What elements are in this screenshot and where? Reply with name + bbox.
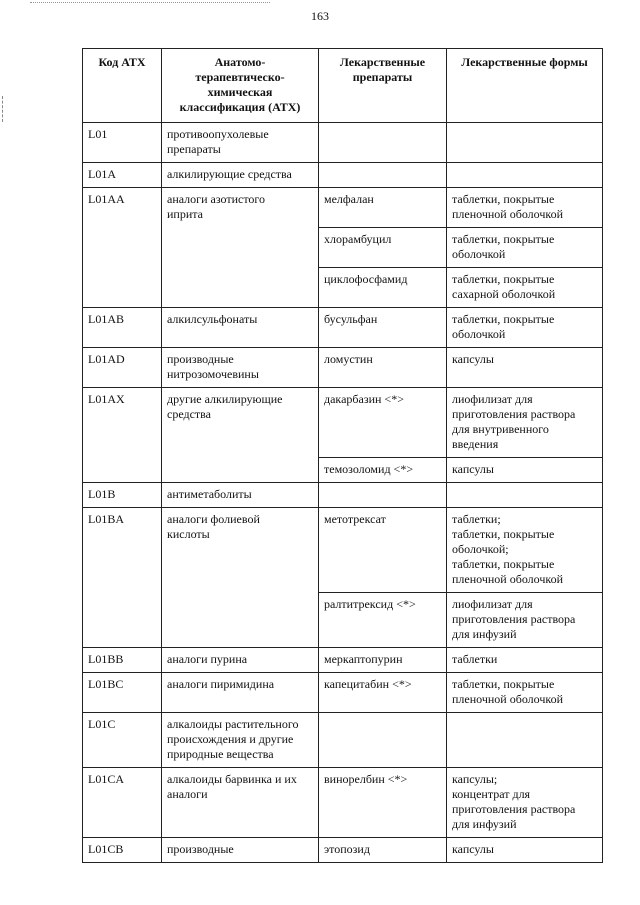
drug-cell [319, 163, 447, 188]
drug-cell: мелфалан [319, 188, 447, 228]
atx-classification-cell: противоопухолевые препараты [162, 123, 319, 163]
table-row [83, 673, 603, 713]
scan-margin-mark [2, 96, 5, 122]
drug-cell: ралтитрексид <*> [319, 593, 447, 648]
atx-table-header [83, 49, 603, 123]
scan-top-rule [30, 2, 270, 3]
header-dosage-forms: Лекарственные формы [447, 49, 603, 123]
table-row [83, 508, 603, 593]
atx-code-cell: L01BB [83, 648, 162, 673]
drug-cell [319, 713, 447, 768]
atx-classification-cell: алкалоиды барвинка и их аналоги [162, 768, 319, 838]
atx-code-cell: L01BC [83, 673, 162, 713]
atx-code-cell: L01AD [83, 348, 162, 388]
atx-code-cell: L01AB [83, 308, 162, 348]
atx-code-cell: L01 [83, 123, 162, 163]
atx-code-cell: L01BA [83, 508, 162, 648]
drug-cell: дакарбазин <*> [319, 388, 447, 458]
atx-code-cell: L01C [83, 713, 162, 768]
dosage-form-cell: таблетки, покрытые сахарной оболочкой [447, 268, 603, 308]
table-row [83, 308, 603, 348]
dosage-form-cell: капсулы [447, 838, 603, 863]
header-drugs: Лекарственные препараты [319, 49, 447, 123]
atx-code-cell: L01A [83, 163, 162, 188]
atx-classification-cell: другие алкилирующие средства [162, 388, 319, 483]
dosage-form-cell: таблетки, покрытые пленочной оболочкой [447, 673, 603, 713]
dosage-form-cell: таблетки, покрытые оболочкой [447, 228, 603, 268]
drug-cell [319, 483, 447, 508]
table-row [83, 188, 603, 228]
dosage-form-cell: таблетки [447, 648, 603, 673]
dosage-form-cell: капсулы [447, 458, 603, 483]
header-atx-code: Код АТХ [83, 49, 162, 123]
header-atx-classification: Анатомо- терапевтическо- химическая классификация (АТХ) [162, 49, 319, 123]
table-row [83, 768, 603, 838]
drug-cell: меркаптопурин [319, 648, 447, 673]
atx-code-cell: L01CA [83, 768, 162, 838]
atx-classification-cell: аналоги фолиевой кислоты [162, 508, 319, 648]
drug-cell: винорелбин <*> [319, 768, 447, 838]
dosage-form-cell [447, 163, 603, 188]
drug-cell: темозоломид <*> [319, 458, 447, 483]
drug-cell [319, 123, 447, 163]
dosage-form-cell: капсулы; концентрат для приготовления раствора для инфузий [447, 768, 603, 838]
drug-cell: капецитабин <*> [319, 673, 447, 713]
atx-code-cell: L01B [83, 483, 162, 508]
atx-table-body [83, 123, 603, 863]
dosage-form-cell: таблетки, покрытые пленочной оболочкой [447, 188, 603, 228]
dosage-form-cell [447, 123, 603, 163]
dosage-form-cell: таблетки; таблетки, покрытые оболочкой; таблетки, покрытые пленочной оболочкой [447, 508, 603, 593]
page-number: 163 [311, 9, 329, 23]
atx-classification-cell: аналоги пиримидина [162, 673, 319, 713]
atx-classification-cell: аналоги пурина [162, 648, 319, 673]
drug-cell: хлорамбуцил [319, 228, 447, 268]
dosage-form-cell: лиофилизат для приготовления раствора для внутривенного введения [447, 388, 603, 458]
atx-code-cell: L01CB [83, 838, 162, 863]
dosage-form-cell [447, 483, 603, 508]
atx-classification-cell: алкалоиды растительного происхождения и другие природные вещества [162, 713, 319, 768]
dosage-form-cell [447, 713, 603, 768]
atx-classification-cell: антиметаболиты [162, 483, 319, 508]
table-row [83, 388, 603, 458]
dosage-form-cell: лиофилизат для приготовления раствора для инфузий [447, 593, 603, 648]
drug-cell: ломустин [319, 348, 447, 388]
atx-classification-cell: аналоги азотистого иприта [162, 188, 319, 308]
atx-classification-cell: производные нитрозомочевины [162, 348, 319, 388]
atx-classification-cell: алкилсульфонаты [162, 308, 319, 348]
drug-cell: этопозид [319, 838, 447, 863]
atx-code-cell: L01AA [83, 188, 162, 308]
drug-cell: метотрексат [319, 508, 447, 593]
atx-classification-cell: алкилирующие средства [162, 163, 319, 188]
table-row [83, 483, 603, 508]
table-row [83, 648, 603, 673]
drug-cell: бусульфан [319, 308, 447, 348]
table-row [83, 838, 603, 863]
dosage-form-cell: капсулы [447, 348, 603, 388]
atx-code-cell: L01AX [83, 388, 162, 483]
header-row [83, 49, 603, 123]
table-row [83, 123, 603, 163]
atx-classification-cell: производные [162, 838, 319, 863]
drug-cell: циклофосфамид [319, 268, 447, 308]
atx-table [82, 48, 603, 863]
table-row [83, 713, 603, 768]
dosage-form-cell: таблетки, покрытые оболочкой [447, 308, 603, 348]
table-row [83, 163, 603, 188]
table-row [83, 348, 603, 388]
